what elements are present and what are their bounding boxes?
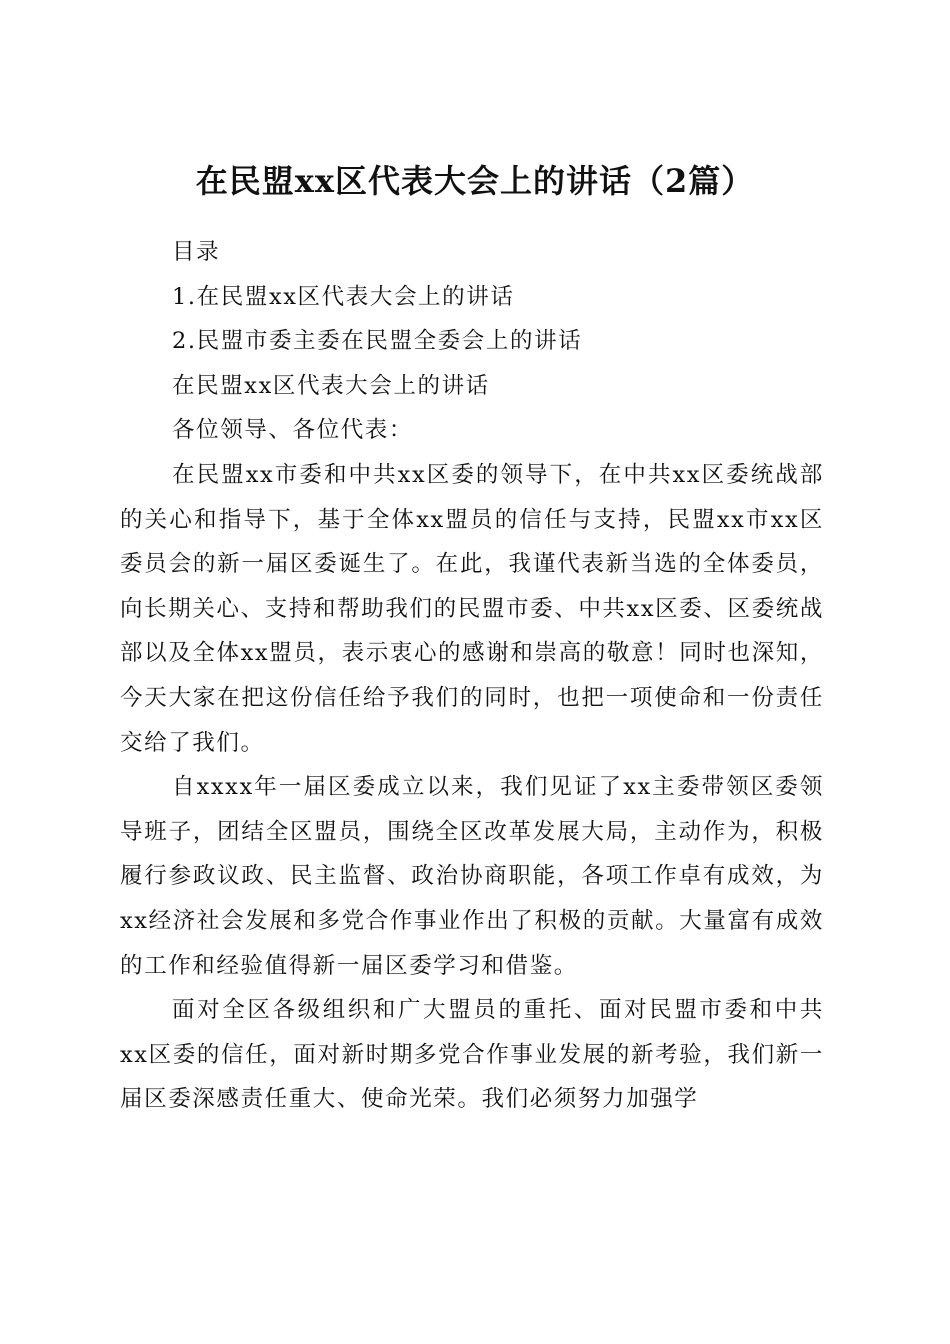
paragraph-2: 自xxxx年一届区委成立以来，我们见证了xx主委带领区委领导班子，团结全区盟员，围绕全区改革发展大局，主动作为，积极履行参政议政、民主监督、政治协商职能，各项工作卓有成效，为xx经济社会发展和多党合作事业作出了积极的贡献。大量富有成效的工作和经验值得新一届区委学习和借鉴。 (120, 774, 824, 979)
paragraph-3: 面对全区各级组织和广大盟员的重托、面对民盟市委和中共xx区委的信任，面对新时期多党合作事业发展的新考验，我们新一届区委深感责任重大、使命光荣。我们必须努力加强学 (120, 997, 824, 1113)
document-title: 在民盟xx区代表大会上的讲话（2篇） (195, 162, 755, 201)
document-body (120, 230, 824, 1122)
toc-item-1[interactable]: 1.在民盟xx区代表大会上的讲话 (172, 283, 515, 310)
toc-item-2[interactable]: 2.民盟市委主委在民盟全委会上的讲话 (172, 328, 583, 355)
paragraph-1: 在民盟xx市委和中共xx区委的领导下，在中共xx区委统战部的关心和指导下，基于全体xx盟员的信任与支持，民盟xx市xx区委员会的新一届区委诞生了。在此，我谨代表新当选的全体委员，向长期关心、支持和帮助我们的民盟市委、中共xx区委、区委统战部以及全体xx盟员，表示衷心的感谢和崇高的敬意！同时也深知，今天大家在把这份信任给予我们的同时，也把一项使命和一份责任交给了我们。 (120, 461, 824, 756)
section-title: 在民盟xx区代表大会上的讲话 (172, 372, 490, 399)
salutation: 各位领导、各位代表： (172, 417, 414, 444)
toc-heading: 目录 (172, 239, 221, 265)
